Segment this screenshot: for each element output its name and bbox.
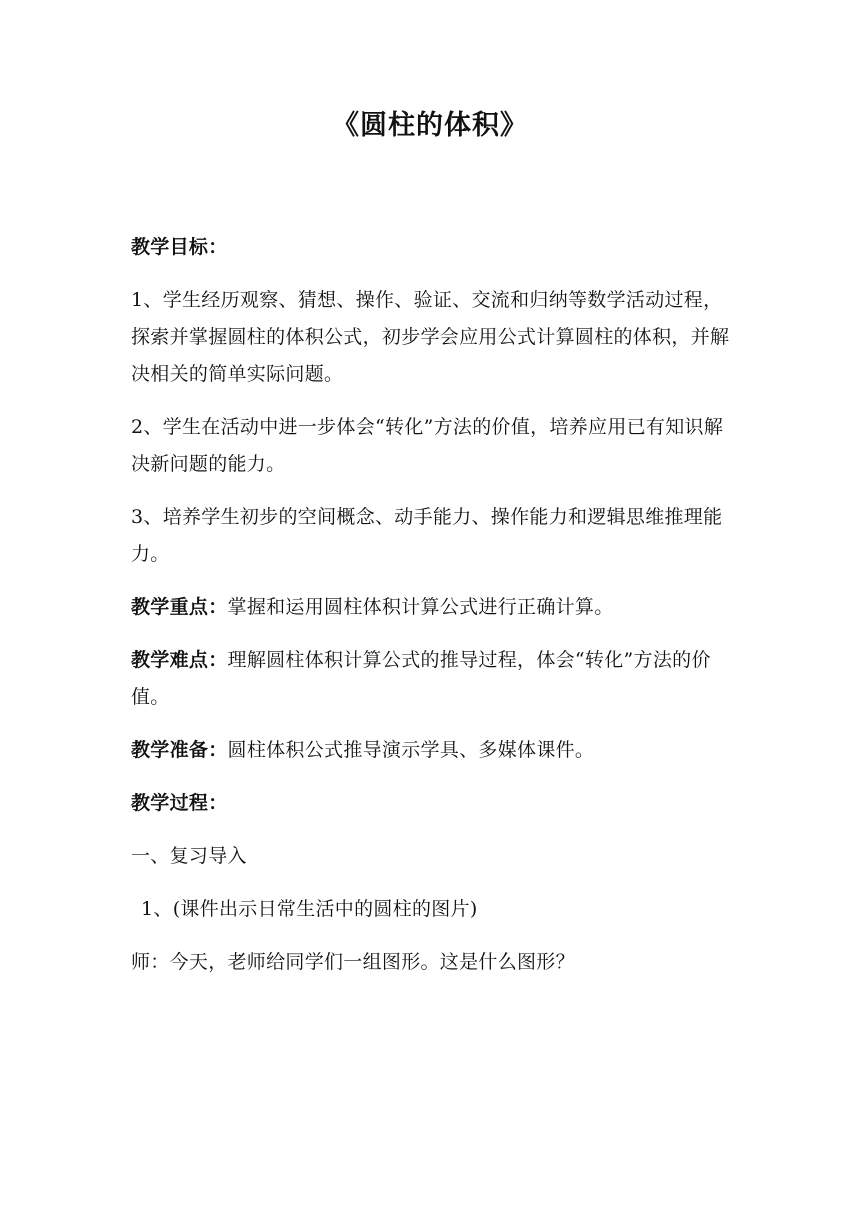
objective-item-3: 3、培养学生初步的空间概念、动手能力、操作能力和逻辑思维推理能力。 (131, 506, 723, 565)
key-point-paragraph (131, 589, 736, 626)
section-heading-1: 一、复习导入 (131, 845, 247, 867)
document-title: 《圆柱的体积》 (332, 110, 528, 141)
preparation-text: 圆柱体积公式推导演示学具、多媒体课件。 (227, 739, 595, 761)
preparation-paragraph (131, 732, 736, 769)
key-point-label: 教学重点： (131, 596, 228, 618)
preparation-label: 教学准备： (131, 739, 228, 761)
objective-item-2: 2、学生在活动中进一步体会“转化”方法的价值，培养应用已有知识解决新问题的能力。 (131, 416, 724, 475)
document-body (131, 229, 736, 997)
difficulty-label: 教学难点： (131, 649, 228, 671)
teacher-line: 师：今天，老师给同学们一组图形。这是什么图形？ (131, 951, 575, 973)
objectives-heading: 教学目标： (131, 236, 228, 258)
difficulty-paragraph (131, 642, 736, 716)
key-point-text: 掌握和运用圆柱体积计算公式进行正确计算。 (227, 596, 614, 618)
process-heading: 教学过程： (131, 792, 228, 814)
objective-item-1: 1、学生经历观察、猜想、操作、验证、交流和归纳等数学活动过程，探索并掌握圆柱的体积公式，初步学会应用公式计算圆柱的体积，并解决相关的简单实际问题。 (131, 289, 730, 385)
difficulty-text: 理解圆柱体积计算公式的推导过程，体会“转化”方法的价值。 (131, 649, 711, 708)
process-step-1: 1、(课件出示日常生活中的圆柱的图片) (141, 898, 478, 920)
